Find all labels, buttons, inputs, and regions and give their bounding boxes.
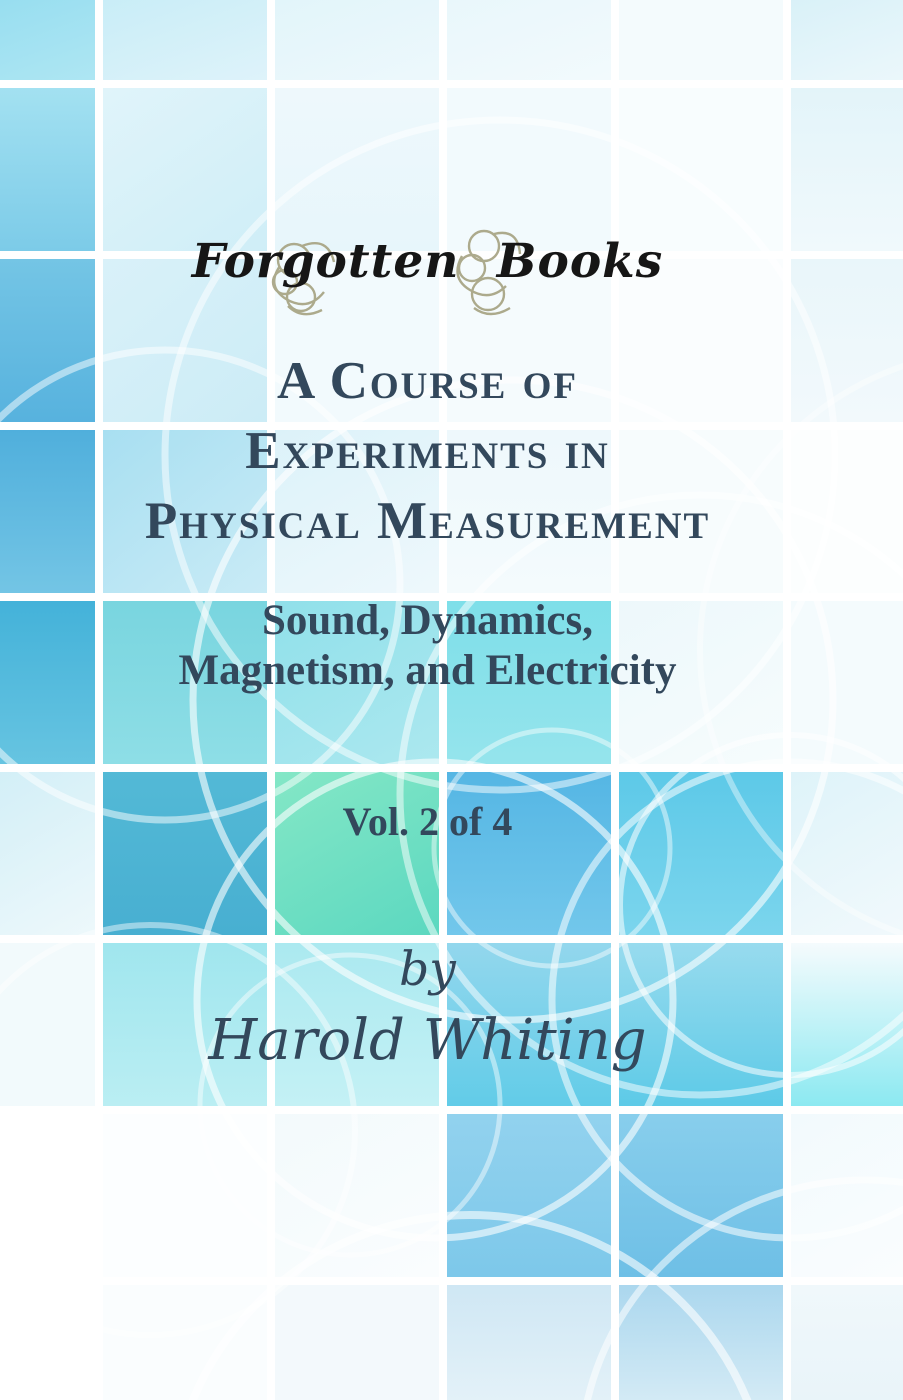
title-line: Experiments in <box>245 422 610 480</box>
publisher-logo <box>0 236 903 288</box>
book-subtitle <box>0 596 903 696</box>
volume-label: Vol. 2 of 4 <box>342 799 513 844</box>
byline: by <box>399 942 456 997</box>
title-line: A Course of <box>277 352 578 410</box>
author-name: Harold Whiting <box>208 1008 647 1073</box>
publisher-name: Forgotten Books <box>191 234 664 289</box>
book-title <box>0 346 903 556</box>
subtitle-line: Sound, Dynamics, <box>262 597 593 644</box>
title-line: Physical Measurement <box>144 492 711 550</box>
subtitle-line: Magnetism, and Electricity <box>178 647 677 694</box>
